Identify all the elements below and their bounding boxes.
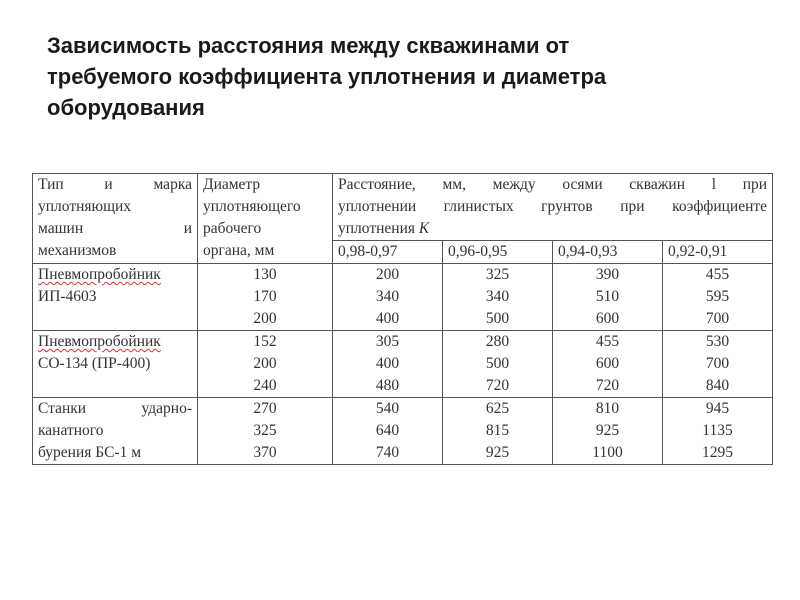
- cell-value: 340: [485, 288, 510, 305]
- cell-value: 455: [705, 266, 730, 283]
- k-range-header: 0,92-0,91: [663, 241, 773, 264]
- distance-cell: [663, 398, 773, 465]
- distance-cell: [553, 398, 663, 465]
- machine-name: канатного: [38, 422, 104, 439]
- cell-value: 840: [705, 377, 730, 394]
- cell-value: 305: [375, 333, 400, 350]
- cell-value: 600: [595, 355, 620, 372]
- cell-value: 700: [705, 355, 730, 372]
- table-row: [33, 264, 773, 331]
- title-line-2: требуемого коэффициента уплотнения и диаметра: [47, 64, 607, 89]
- machine-cell: [33, 264, 198, 331]
- cell-value: 1295: [702, 444, 734, 461]
- header-text: рабочего: [203, 220, 262, 237]
- cell-value: 640: [375, 422, 400, 439]
- distance-cell: [333, 398, 443, 465]
- title-line-1: Зависимость расстояния между скважинами от: [47, 33, 570, 58]
- data-table: [32, 173, 773, 465]
- cell-value: 810: [595, 400, 620, 417]
- header-text: механизмов: [38, 242, 117, 259]
- cell-value: 455: [595, 333, 620, 350]
- machine-cell: [33, 331, 198, 398]
- cell-value: 600: [595, 310, 620, 327]
- machine-name: Пневмопробойник: [38, 266, 161, 283]
- cell-value: 370: [253, 444, 277, 461]
- cell-value: 625: [485, 400, 510, 417]
- header-machine-type: [33, 174, 198, 264]
- cell-value: 325: [253, 422, 277, 439]
- machine-cell: [33, 398, 198, 465]
- diameter-cell: [198, 398, 333, 465]
- cell-value: 720: [595, 377, 620, 394]
- cell-value: 200: [375, 266, 400, 283]
- distance-cell: [443, 398, 553, 465]
- k-range-header: 0,94-0,93: [553, 241, 663, 264]
- diameter-cell: [198, 264, 333, 331]
- distance-cell: [553, 264, 663, 331]
- cell-value: 1100: [592, 444, 623, 461]
- cell-value: 340: [375, 288, 400, 305]
- distance-cell: [443, 331, 553, 398]
- cell-value: 740: [375, 444, 400, 461]
- cell-value: 815: [485, 422, 510, 439]
- table-header-row: [33, 174, 773, 241]
- machine-model: бурения БС-1 м: [38, 444, 141, 461]
- cell-value: 270: [253, 400, 277, 417]
- cell-value: 925: [485, 444, 510, 461]
- cell-value: 1135: [702, 422, 733, 439]
- cell-value: 530: [705, 333, 730, 350]
- cell-value: 500: [485, 310, 510, 327]
- cell-value: 720: [485, 377, 510, 394]
- header-text: Диаметр: [203, 176, 261, 193]
- cell-value: 170: [253, 288, 277, 305]
- header-text: уплотнении глинистых грунтов при коэффициенте: [338, 198, 768, 215]
- cell-value: 200: [253, 355, 277, 372]
- cell-value: 480: [375, 377, 400, 394]
- cell-value: 925: [595, 422, 620, 439]
- machine-name: Станки ударно-: [38, 400, 192, 417]
- header-distance: [333, 174, 773, 241]
- header-text: Тип и марка: [38, 176, 192, 193]
- machine-model: ИП-4603: [38, 288, 97, 305]
- cell-value: 540: [375, 400, 400, 417]
- k-range-header: 0,96-0,95: [443, 241, 553, 264]
- machine-model: СО-134 (ПР-400): [38, 355, 151, 372]
- cell-value: 400: [375, 355, 400, 372]
- table-row: [33, 398, 773, 465]
- cell-value: 200: [253, 310, 277, 327]
- diameter-cell: [198, 331, 333, 398]
- header-text: уплотнения: [338, 220, 419, 237]
- cell-value: 130: [253, 266, 277, 283]
- distance-cell: [333, 331, 443, 398]
- machine-name: Пневмопробойник: [38, 333, 161, 350]
- k-range-header: 0,98-0,97: [333, 241, 443, 264]
- cell-value: 595: [705, 288, 730, 305]
- distance-cell: [663, 331, 773, 398]
- cell-value: 500: [485, 355, 510, 372]
- header-text: уплотняющего: [203, 198, 301, 215]
- distance-cell: [333, 264, 443, 331]
- cell-value: 325: [485, 266, 510, 283]
- distance-cell: [443, 264, 553, 331]
- distance-cell: [663, 264, 773, 331]
- distance-cell: [553, 331, 663, 398]
- k-symbol: K: [418, 220, 430, 237]
- cell-value: 400: [375, 310, 400, 327]
- header-text: Расстояние, мм, между осями скважин l при: [338, 176, 768, 193]
- header-text: машин и: [38, 220, 192, 237]
- title-line-3: оборудования: [47, 95, 205, 120]
- cell-value: 945: [705, 400, 730, 417]
- cell-value: 240: [253, 377, 277, 394]
- header-text: органа, мм: [203, 242, 275, 259]
- header-text: уплотняющих: [38, 198, 132, 215]
- table-row: [33, 331, 773, 398]
- cell-value: 152: [253, 333, 277, 350]
- cell-value: 510: [595, 288, 620, 305]
- cell-value: 700: [705, 310, 730, 327]
- page-title: [47, 30, 767, 123]
- header-diameter: [198, 174, 333, 264]
- cell-value: 280: [485, 333, 510, 350]
- cell-value: 390: [595, 266, 620, 283]
